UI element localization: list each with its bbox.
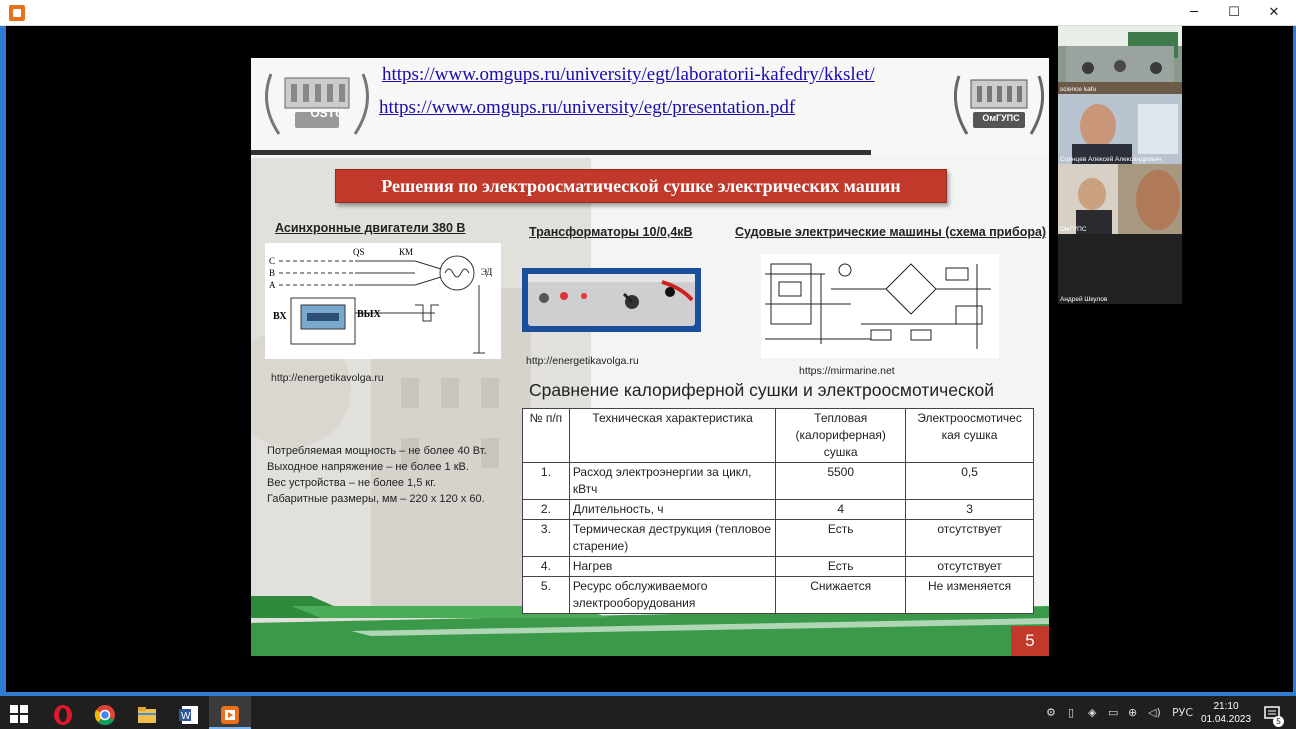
row-thermal-value: Снижается <box>776 577 906 614</box>
ostu-logo-text: OSTU <box>310 106 344 120</box>
participant-name: Солнцев Алексей Александрович <box>1060 156 1162 163</box>
row-number: 4. <box>523 557 570 577</box>
minimize-button[interactable]: ─ <box>1190 5 1198 20</box>
transformer-device-photo <box>522 268 701 332</box>
presentation-slide <box>251 58 1049 656</box>
table-header-row <box>523 409 1034 463</box>
row-electroosmotic-value: отсутствует <box>906 557 1034 577</box>
participant-name: ОмГУПС <box>1060 226 1087 233</box>
clock-time: 21:10 <box>1213 701 1239 712</box>
windows-taskbar <box>0 692 1296 729</box>
comparison-table <box>522 408 1034 614</box>
row-number: 3. <box>523 520 570 557</box>
spec-weight: Вес устройства – не более 1,5 кг. <box>267 477 436 489</box>
row-number: 5. <box>523 577 570 614</box>
header-divider <box>251 150 871 155</box>
table-row <box>523 463 1034 500</box>
network-icon[interactable]: ⊕ <box>1128 706 1138 719</box>
slide-page-number: 5 <box>1011 626 1049 656</box>
row-electroosmotic-value: 3 <box>906 500 1034 520</box>
heading-marine-machines: Судовые электрические машины (схема прибора) <box>735 225 1047 239</box>
comparison-title: Сравнение калориферной сушки и электроосмотической <box>529 380 995 400</box>
spec-voltage: Выходное напряжение – не более 1 кВ. <box>267 461 469 473</box>
header-electroosmotic-drying: Электроосмотичес кая сушка <box>906 409 1034 463</box>
heading-transformers: Трансформаторы 10/0,4кВ <box>529 225 693 239</box>
table-row <box>523 557 1034 577</box>
volume-icon[interactable]: ◁) <box>1148 706 1161 719</box>
close-button[interactable]: ✕ <box>1268 5 1280 20</box>
source-energetikavolga-1[interactable]: http://energetikavolga.ru <box>271 372 384 384</box>
link-kkslet[interactable]: https://www.omgups.ru/university/egt/laboratorii-kafedry/kkslet/ <box>382 64 875 85</box>
ostu-logo-icon <box>257 64 377 144</box>
spec-dimensions: Габаритные размеры, мм – 220 х 120 х 60. <box>267 493 485 505</box>
link-presentation[interactable]: https://www.omgups.ru/university/egt/presentation.pdf <box>379 97 796 118</box>
row-characteristic: Нагрев <box>569 557 775 577</box>
spec-power: Потребляемая мощность – не более 40 Вт. <box>267 445 487 457</box>
taskbar-clock[interactable] <box>1196 700 1256 726</box>
motor-scheme-figure <box>265 243 501 359</box>
security-icon[interactable]: ◈ <box>1088 706 1097 719</box>
device-specs <box>267 443 487 507</box>
row-characteristic: Расход электроэнергии за цикл, кВтч <box>569 463 775 500</box>
omgups-logo-icon <box>949 68 1049 142</box>
notification-count-badge: 5 <box>1273 716 1284 727</box>
header-thermal-drying: Тепловая (калориферная) сушка <box>776 409 906 463</box>
row-thermal-value: Есть <box>776 557 906 577</box>
svg-text:W: W <box>181 711 191 722</box>
table-row <box>523 577 1034 614</box>
presentation-app-icon[interactable] <box>219 704 241 726</box>
input-label: ВХ <box>273 311 287 322</box>
row-electroosmotic-value: отсутствует <box>906 520 1034 557</box>
omgups-logo-text: ОмГУПС <box>982 113 1020 123</box>
table-row <box>523 520 1034 557</box>
row-characteristic: Термическая деструкция (тепловое старение) <box>569 520 775 557</box>
file-explorer-icon[interactable] <box>136 704 158 726</box>
participant-tile[interactable] <box>1058 164 1182 234</box>
participant-tile[interactable] <box>1058 26 1182 94</box>
chrome-icon[interactable] <box>94 704 116 726</box>
marine-device-scheme <box>761 254 999 358</box>
row-electroosmotic-value: 0,5 <box>906 463 1034 500</box>
source-mirmarine[interactable]: https://mirmarine.net <box>799 365 895 377</box>
opera-icon[interactable] <box>52 704 74 726</box>
participant-name: Андрей Шкулов <box>1060 296 1108 303</box>
row-thermal-value: Есть <box>776 520 906 557</box>
km-label: КМ <box>399 247 414 257</box>
app-icon <box>9 5 25 21</box>
ed-label: ЭД <box>481 267 493 277</box>
phase-a-label: A <box>269 280 276 290</box>
heading-async-motors: Асинхронные двигатели 380 В <box>275 221 466 235</box>
output-label: ВЫХ <box>357 309 381 320</box>
header-characteristic: Техническая характеристика <box>569 409 775 463</box>
battery-icon[interactable]: ▭ <box>1108 706 1119 719</box>
qs-label: QS <box>353 247 365 257</box>
header-number: № п/п <box>523 409 570 463</box>
language-indicator[interactable]: РУС <box>1172 706 1194 719</box>
windows-start-icon[interactable] <box>10 705 28 723</box>
participant-tile[interactable] <box>1058 234 1182 304</box>
phase-b-label: B <box>269 268 276 278</box>
source-energetikavolga-2[interactable]: http://energetikavolga.ru <box>526 355 639 367</box>
row-number: 2. <box>523 500 570 520</box>
row-thermal-value: 4 <box>776 500 906 520</box>
table-row <box>523 500 1034 520</box>
row-thermal-value: 5500 <box>776 463 906 500</box>
maximize-button[interactable]: ☐ <box>1228 5 1240 20</box>
row-electroosmotic-value: Не изменяется <box>906 577 1034 614</box>
tray-app-icon[interactable]: ⚙ <box>1046 706 1056 719</box>
window-border-left <box>0 26 6 692</box>
row-characteristic: Ресурс обслуживаемого электрооборудования <box>569 577 775 614</box>
participant-tile[interactable] <box>1058 94 1182 164</box>
window-titlebar <box>0 0 1296 26</box>
slide-title: Решения по электроосматической сушке электрических машин <box>335 169 947 203</box>
phase-c-label: C <box>269 256 276 266</box>
row-number: 1. <box>523 463 570 500</box>
clock-date: 01.04.2023 <box>1200 714 1252 725</box>
row-characteristic: Длительность, ч <box>569 500 775 520</box>
usb-icon[interactable]: ▯ <box>1068 706 1075 719</box>
participant-name: science kafu <box>1060 86 1097 93</box>
word-icon[interactable] <box>178 704 200 726</box>
